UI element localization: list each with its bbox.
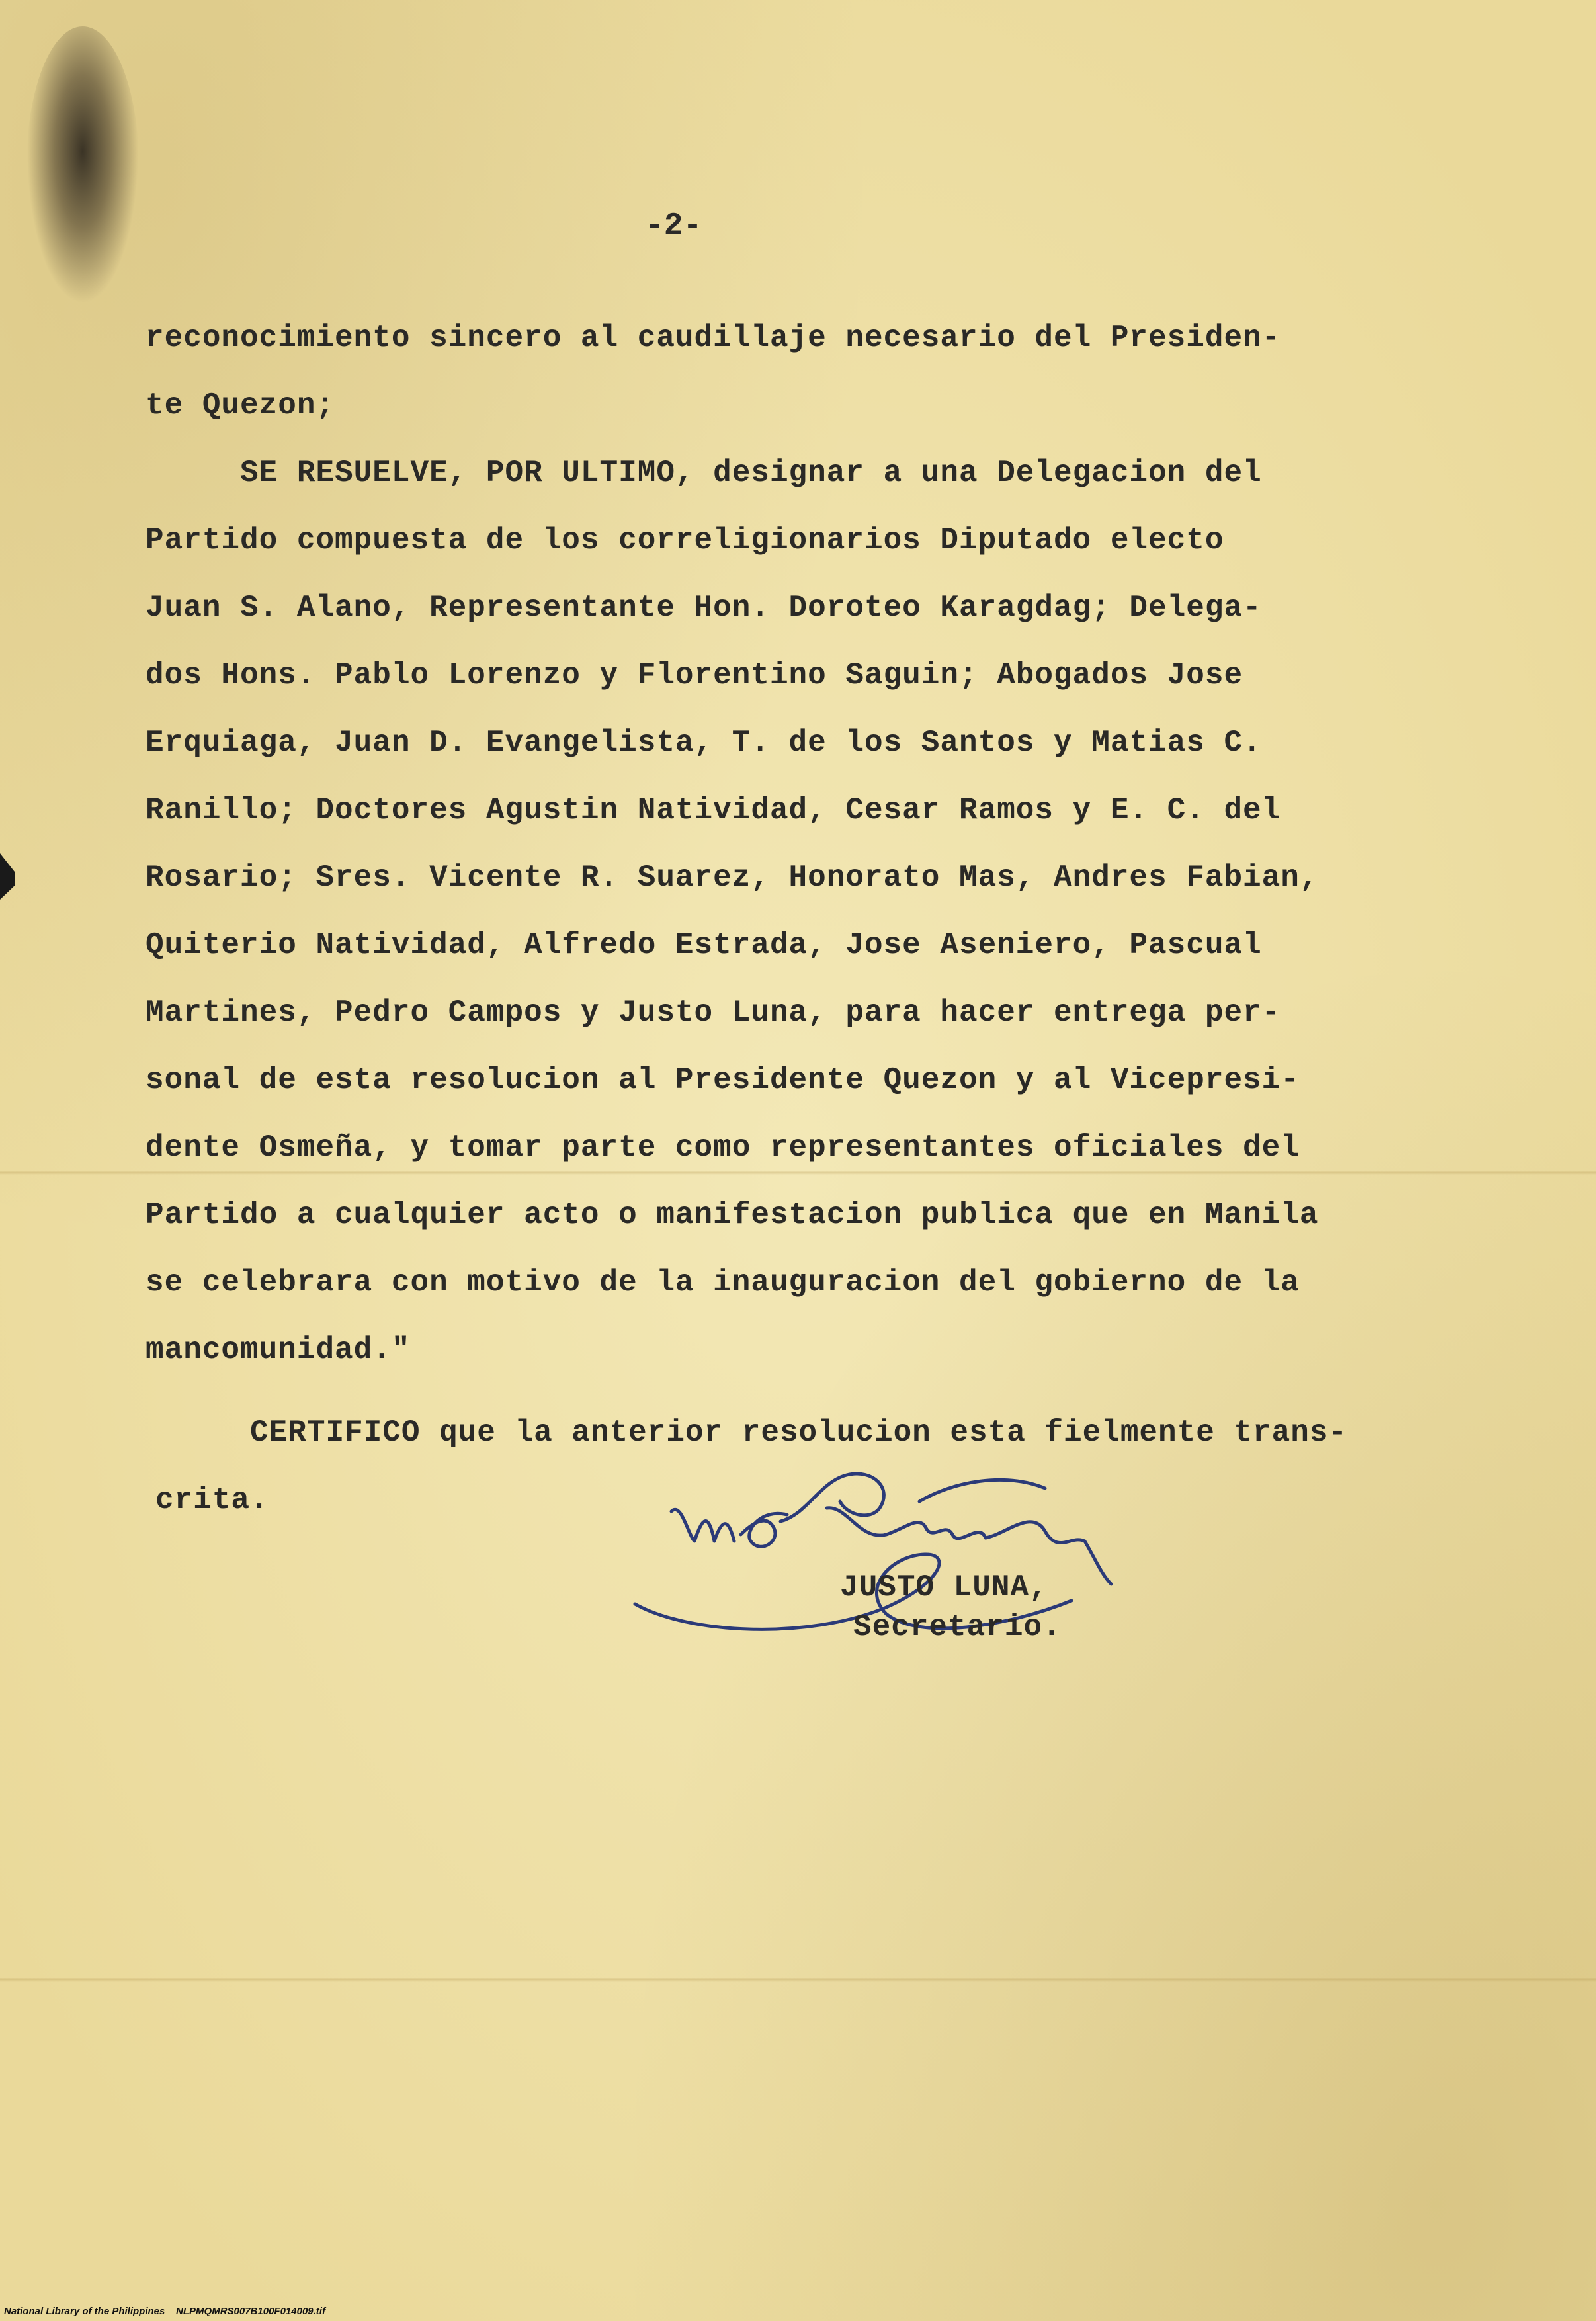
text-line: Ranillo; Doctores Agustin Natividad, Cesar Ramos y E. C. del	[146, 793, 1281, 827]
text-line: te Quezon;	[146, 388, 335, 423]
text-line: Partido a cualquier acto o manifestacion publica que en Manila	[146, 1198, 1319, 1232]
text-line: se celebrara con motivo de la inauguracion del gobierno de la	[146, 1265, 1300, 1300]
text-line: Erquiaga, Juan D. Evangelista, T. de los Santos y Matias C.	[146, 726, 1262, 760]
edge-mark	[0, 853, 15, 900]
text-line: Juan S. Alano, Representante Hon. Doroteo Karagdag; Delega-	[146, 591, 1262, 625]
text-line: dos Hons. Pablo Lorenzo y Florentino Saguin; Abogados Jose	[146, 658, 1243, 693]
text-line: Quiterio Natividad, Alfredo Estrada, Jose Aseniero, Pascual	[146, 928, 1262, 962]
text-line: mancomunidad."	[146, 1333, 411, 1367]
resolution-text	[146, 304, 1468, 1384]
text-line: SE RESUELVE, POR ULTIMO, designar a una Delegacion del	[146, 456, 1262, 490]
signatory-name: JUSTO LUNA,	[840, 1570, 1048, 1605]
text-line: sonal de esta resolucion al Presidente Quezon y al Vicepresi-	[146, 1063, 1300, 1097]
signatory-title: Secretario.	[853, 1610, 1062, 1644]
fold-crease	[0, 1978, 1596, 1982]
text-line: CERTIFICO que la anterior resolucion esta fielmente trans-	[155, 1415, 1348, 1450]
text-line: dente Osmeña, y tomar parte como representantes oficiales del	[146, 1130, 1300, 1165]
text-line: reconocimiento sincero al caudillaje necesario del Presiden-	[146, 321, 1281, 355]
archive-footer: National Library of the Philippines NLPMQMRS007B100F014009.tif	[4, 2306, 325, 2317]
text-line: Partido compuesta de los correligionarios Diputado electo	[146, 523, 1224, 558]
signature-block	[840, 1568, 1062, 1647]
text-line: Martines, Pedro Campos y Justo Luna, para hacer entrega per-	[146, 995, 1281, 1030]
ink-stain	[26, 26, 139, 304]
page-number: -2-	[645, 208, 702, 244]
text-line: Rosario; Sres. Vicente R. Suarez, Honorato Mas, Andres Fabian,	[146, 861, 1319, 895]
text-line: crita.	[155, 1483, 269, 1517]
